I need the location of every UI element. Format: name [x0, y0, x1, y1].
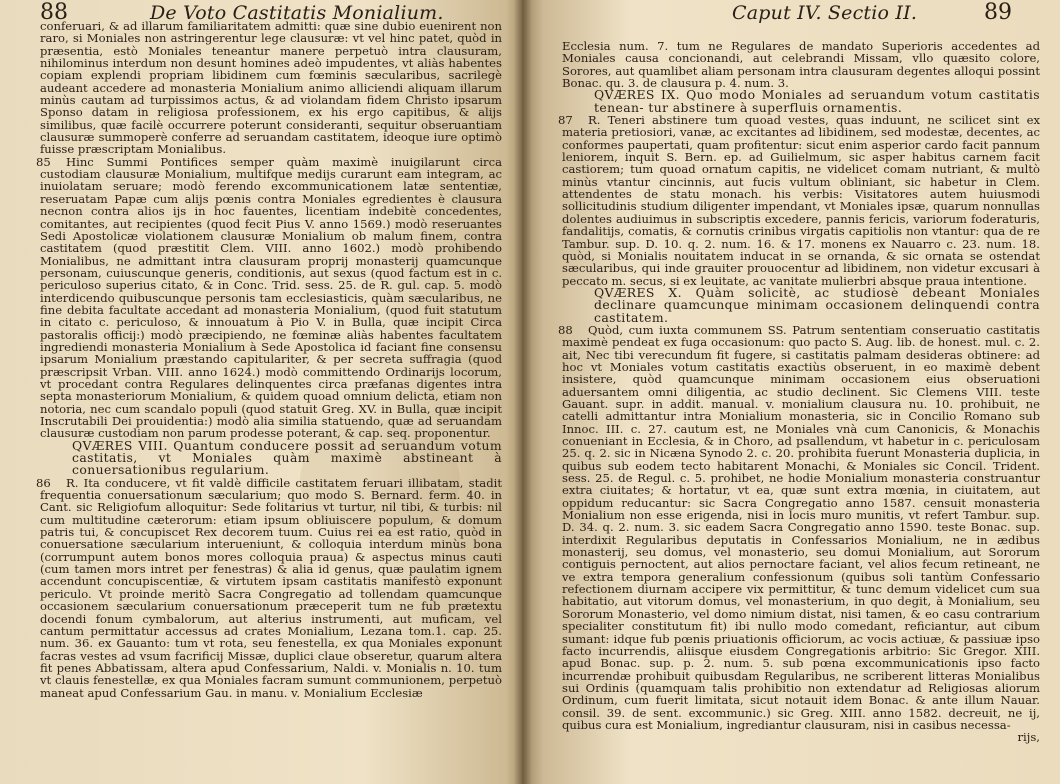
paragraph: [558, 322, 1040, 732]
paragraph-text: Ecclesia num. 7. tum ne Regulares de mandato Superioris accedentes ad Moniales causa concionandi, aut celebrandi Missam, vllo quæsito colore, Sorores, aut quamlibet aliam personam intra clausuram degentes alloqui possint Bonac. qu. 3. de clausura p. 4. num. 3.: [562, 39, 1040, 91]
paragraph-number: 86: [36, 475, 51, 490]
page-number-left: 88: [40, 0, 68, 25]
question-heading: [562, 284, 1040, 325]
paragraph: [36, 475, 502, 700]
catchword: rijs,: [1017, 730, 1040, 745]
running-head-left: De Voto Castitatis Monialium.: [150, 2, 444, 24]
paragraph-text: QVÆRES VIII. Quantum conducere possit ad seruandum votum castitatis, vt Moniales quàm maximè abstineant à conuersationibus regularium.: [72, 437, 502, 478]
left-page: [0, 0, 522, 784]
paragraph: [40, 20, 502, 156]
running-head-right: Caput IV. Sectio II.: [732, 2, 918, 24]
paragraph-number: 88: [558, 322, 573, 337]
paragraph-text: R. Teneri abstinere tum quoad vestes, quas induunt, ne scilicet sint ex materia pretiosiori, vanæ, ac excitantes ad libidinem, sed modestæ, decentes, ac conformes paupertati, quam profitentur: sicut enim asperior cardo facit pannum leniorem, inquit S. Bern. ep. ad Guilielmum, sic asper habitus carnem facit castiorem; tum quoad ornatum capitis, ne videlicet comam nutriant, & multò minùs vtantur cincinnis, aut fucis vultum obliniant, sic habetur in Clem. attendentes de statu monach. his verbis: Visitatores autem huiusmodi sollicitudinis studium diligenter impendant, vt Moniales ipsæ, quarum nonnullas dolentes audiuimus in subscriptis excedere, pannis fericis, variorum foderaturis, fandalitijs, comatis, & cornutis crinibus virgatis capitiolis non vtantur: qua de re Tambur. sup. D. 10. q. 2. num. 16. & 17. monens ex Nauarro c. 23. num. 18. quòd, si Monialis nouitatem inducat in se ornanda, & sic ornata se ostendat sæcularibus, qui inde grauiter prouocentur ad libidinem, non videtur excusari à peccato m. secus, si ex leuitate, ac vanitate mulierbri absque praua intentione.: [562, 113, 1040, 288]
page-number-right: 89: [984, 0, 1012, 25]
right-page-text: [558, 39, 1040, 745]
book-gutter: [514, 0, 532, 784]
paragraph-text: Hinc Summi Pontifices semper quàm maximè inuigilarunt circa custodiam clausuræ Monialium, multifque medijs curarunt eam integram, ac inuiolatam seruare; modò ferendo excommunicationem latæ sententiæ, reseruatam Papæ cum alijs pœnis contra Moniales egredientes è clausura necnon contra alios ijs in hoc fauentes, licentiam indebitè concedentes, comitantes, aut recipientes (quod fecit Pius V. anno 1569.) modò reseruantes Sedi Apostolicæ violationem clausuræ Monialium ob malum finem, contra castitatem (quod præstitit Clem. VIII. anno 1602.) modò prohibendo Monialibus, ne admittant intra clausuram proprij monasterij quamcunque personam, cuiuscunque generis, conditionis, aut sexus (quod factum est in c. periculoso superius citato, & in Conc. Trid. sess. 25. de R. gul. cap. 5. modò interdicendo quibuscunque personis tam ecclesiasticis, quàm sæcularibus, ne fine debita facultate accedant ad monasteria Monialium, (quod fuit statutum in citato c. periculoso, & innouatum à Pio V. in Bulla, quæ incipit Circa pastoralis officij:) modò præcipiendo, ne fœminæ aliàs habentes facultatem ingrediendi monasteria Monialium à Sede Apostolica id faciant fine consensu ipsarum Monialium præstando capitulariter, & per secreta suffragia (quod præscripsit Vrban. VIII. anno 1624.) modò committendo Ordinarijs locorum, vt procedant contra Regulares delinquentes circa præfanas digentes intra septa monasteriorum Monialium, & quidem quoad omnium delicta, etiam non notoria, nec cum scandalo populi (quod statuit Greg. XV. in Bulla, quæ incipit Inscrutabili Dei prouidentia:) modò alia similia statuendo, quæ ad seruandam clausuræ custodiam non parum prodesse poterant, & cap. seq. proponentur.: [40, 154, 502, 441]
left-page-text: [36, 19, 502, 700]
paragraph: [36, 154, 502, 441]
paragraph: [558, 113, 1040, 288]
paragraph-text: conferuari, & ad illarum familiaritatem admitti: quæ sine dubio euenirent non raro, si Moniales non astringerentur lege clausuræ: vt vel hinc patet, quòd in præsentia, estò Moniales teneantur manere perpetuò intra clausuram, nihilominus interdum non desunt homines adeò impudentes, vt aliàs habentes copiam explendi propriam libidinem cum fœminis sæcularibus, sacrilegè audeant accedere ad monasteria Monialium animo alliciendi aliquam illarum minùs cautam ad turpissimos actus, & ad violandam fidem Christo ipsarum Sponso datam in religiosa professionem, ex his ergo capitibus, & alijs similibus, quæ facilè occurrere poterunt consideranti, sequitur obseruantiam clausuræ summoperè conferre ad seruandam castitatem, ideoque iure optimò fuisse præscriptam Monialibus.: [40, 19, 502, 157]
paragraph: [562, 40, 1040, 89]
paragraph-text: QVÆRES IX. Quo modo Moniales ad seruandum votum castitatis tenean- tur abstinere à superfluis ornamentis.: [594, 87, 1040, 115]
paragraph-text: R. Ita conducere, vt fit valdè difficile castitatem feruari illibatam, stadit frequentia conuersationum sæcularium; quo modo S. Bernard. ferm. 40. in Cant. sic Religiofum alloquitur: Sede folitarius vt turtur, nil tibi, & turbis: nil cum multitudine cæterorum: etiam ipsum obliuiscere populum, & domum patris tui, & concupiscet Rex decorem tuum. Cuius rei ea est ratio, quòd in conuersatione sæcularium interueniunt, & colloquia interdum minùs bona (corrumpunt autem bonos mores colloquia praua) & aspectus minus cauti (cum tamen mors intret per fenestras) & alia id genus, quæ paulatim ignem accendunt concupiscentiæ, & virtutem ipsam castitatis manifestò exponunt periculo. Vt proinde meritò Sacra Congregatio ad tollendam quamcunque occasionem sæcularium conuersationum præceperit tum ne fub prætextu docendi fonum cymbalorum, aut alterius instrumenti, aut muficam, vel cantum permittatur accessus ad crates Monialium, Lezana tom.1. cap. 25. num. 36. ex Gauanto: tum vt rota, seu fenestella, ex qua Moniales exponunt facras vestes ad vsum facrificij Missæ, duplici claue obseretur, quarum altera fit penes Abbatissam, altera apud Confessarium, Naldi. v. Monialis n. 10. tum vt clauis fenestellæ, ex qua Moniales facram sumunt communionem, perpetuò maneat apud Confessarium Gau. in manu. v. Monialium Ecclesiæ: [40, 475, 502, 700]
paragraph-number: 87: [558, 113, 573, 128]
paragraph-number: 85: [36, 154, 51, 169]
right-page: [522, 0, 1060, 784]
paragraph-text: Quòd, cum iuxta communem SS. Patrum sententiam conseruatio castitatis maximè pendeat ex fuga occasionum: quo pacto S. Aug. lib. de honest. mul. c. 2. ait, Nec tibi verecundum fit fugere, si castitatis palmam desideras obtinere: ad hoc vt Moniales votum castitatis exactiùs obseruent, in eo maximè debent insistere, quòd quamcunque minimam occasionem eius obseruationi aduersantem omni diligentia, ac studio declinent. Sic Clemens VIII. teste Gauant. supr. in addit. manual. v. monialium clausura nu. 10. prohibuit, ne catelli admittantur intra Monialium monasteria, sic in Concilio Romano sub Innoc. III. c. 27. cautum est, ne Moniales vnà cum Canonicis, & Monachis conueniant in Ecclesia, & in Choro, ad psallendum, vt habetur in c. periculosam 25. q. 2. sic in Nicæna Synodo 2. c. 20. prohibita fuerunt Monasteria duplicia, in quibus sub eodem tecto habitarent Monachi, & Moniales sic Concil. Trident. sess. 25. de Regul. c. 5. prohibet, ne hodie Monialium monasteria construantur extra ciuitates; & hortatur, vt ea, quæ sunt extra mœnia, in ciuitatem, aut oppidum reducantur: sic Sacra Congregatio anno 1587. censuit monasteria Monialium non esse erigenda, nisi in locis muro munitis, vt refert Tambur. sup. D. 34. q. 2. num. 3. sic eadem Sacra Congregatio anno 1590. teste Bonac. sup. interdixit Regularibus deputatis in Confessarios Monialium, ne in ædibus monasterij, seu domus, vel monasterio, seu domui Monialium, aut Sororum contiguis pernoctent, aut alios pernoctare faciant, vel alios fecum retineant, ne ve extra tempora generalium confessionum (quibus soli tantùm Confessario refectionem diurnam accipere vix permittitur, & tunc demum videlicet cum sua habitatio, aut vitorum domus, vel monasterium, in quo degit, à Monialium, seu Sororum Monasterio, vel domo nimium distat, nisi tamen, & eo casu contrarium specialiter constitutum fit) ibi nullo modo comedant, reficiantur, aut cibum sumant: idque fub pœnis priuationis officiorum, ac vocis actiuæ, & passiuæ ipso facto incurrendis, aliisque eiusdem Congregationis arbitrio: Sic Gregor. XIII. apud Bonac. sup. p. 2. num. 5. sub pœna excommunicationis ipso facto incurrendæ prohibuit quibusdam Regularibus, ne scriberent litteras Monialibus sui Ordinis (quamquam talis prohibitio non extendatur ad Religiosas aliorum Ordinum, cum fuerit limitata, sicut notauit idem Bonac. & ante illum Nauar. consil. 39. de sent. excommunic.) sic Greg. XIII. anno 1582. decreuit, ne ij, quibus cura est Monialium, ingrediantur clausuram, nisi in casibus necessa-: [562, 322, 1040, 732]
question-heading: [562, 89, 1040, 114]
question-heading: [40, 437, 502, 478]
paragraph-text: QVÆRES X. Quàm solicitè, ac studiosè debeant Moniales declinare quamcunque minimam occasionem delinquendi contra castitatem.: [594, 284, 1040, 325]
